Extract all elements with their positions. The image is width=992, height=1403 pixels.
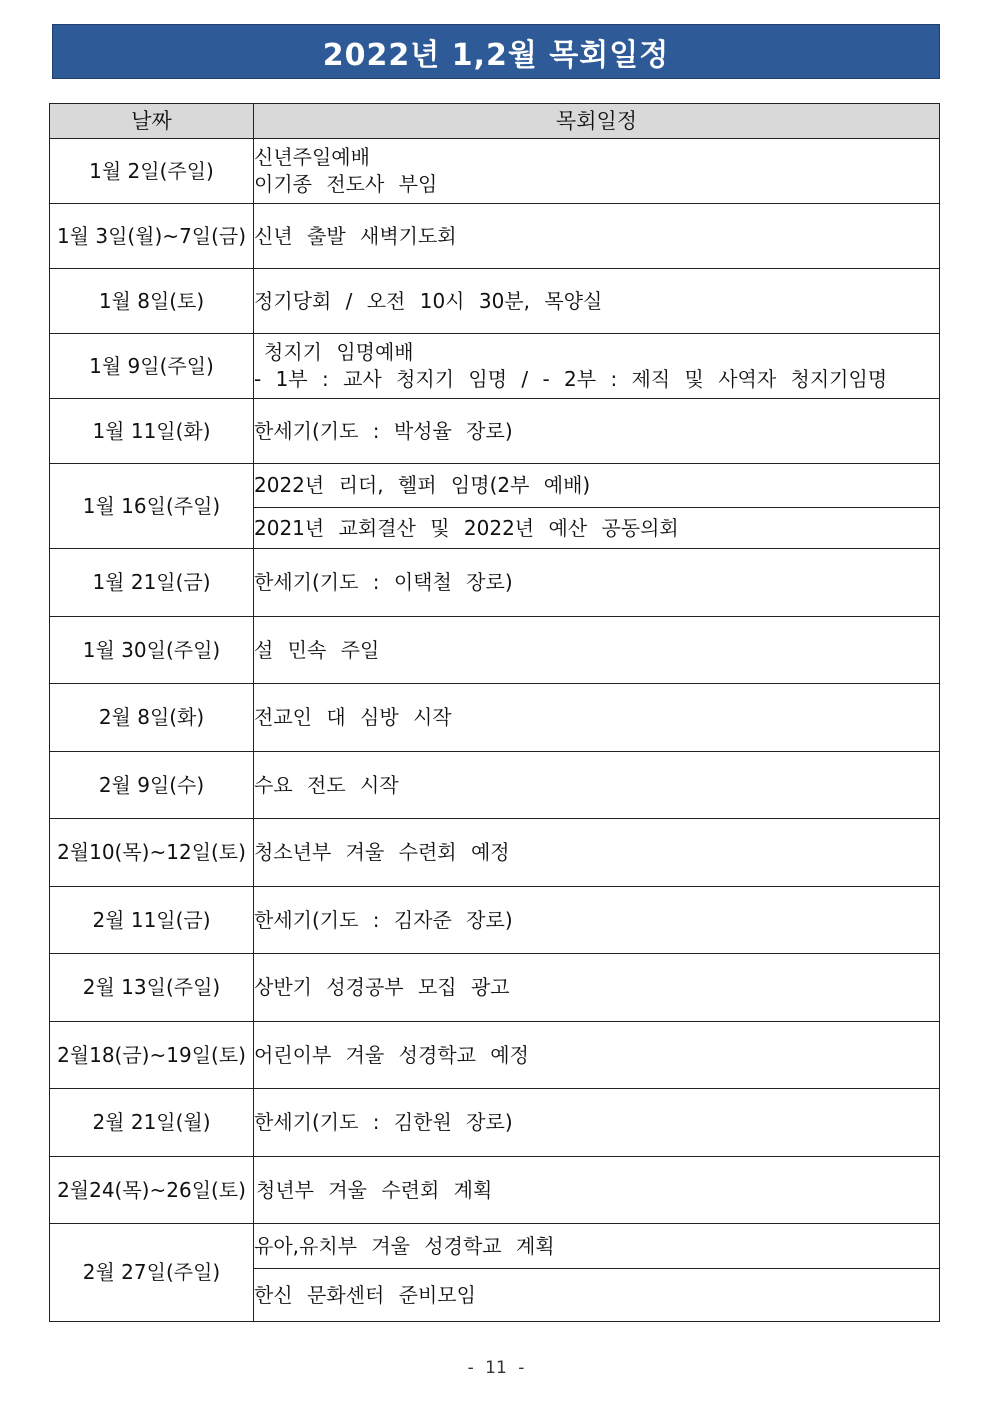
table-row — [50, 752, 940, 819]
event-cell — [254, 139, 940, 204]
date-cell: 1월 2일(주일) — [50, 139, 254, 204]
table-row — [50, 399, 940, 464]
date-cell: 2월 13일(주일) — [50, 954, 254, 1022]
table-row — [50, 334, 940, 399]
table-row — [50, 204, 940, 269]
table-row — [50, 819, 940, 887]
table-row — [50, 1224, 940, 1269]
date-cell: 1월 9일(주일) — [50, 334, 254, 399]
event-cell — [254, 334, 940, 399]
date-cell: 2월10(목)~12일(토) — [50, 819, 254, 887]
event-cell: 설 민속 주일 — [254, 617, 940, 684]
event-cell: 한세기(기도 : 김자준 장로) — [254, 887, 940, 954]
date-cell: 2월 27일(주일) — [50, 1224, 254, 1322]
event-cell: 신년 출발 새벽기도회 — [254, 204, 940, 269]
header-schedule: 목회일정 — [254, 104, 940, 139]
event-text: 이기종 전도사 부임 — [254, 172, 438, 196]
table-row — [50, 139, 940, 204]
event-cell: 어린이부 겨울 성경학교 예정 — [254, 1022, 940, 1089]
event-text: 신년주일예배 — [254, 145, 370, 169]
event-cell: 한세기(기도 : 이택철 장로) — [254, 549, 940, 617]
event-cell: 한세기(기도 : 김한원 장로) — [254, 1089, 940, 1157]
event-cell: 한신 문화센터 준비모임 — [254, 1269, 940, 1322]
event-text: - 1부 : 교사 청지기 임명 / - 2부 : 제직 및 사역자 청지기임명 — [254, 367, 888, 391]
date-cell: 1월 30일(주일) — [50, 617, 254, 684]
date-cell: 2월 8일(화) — [50, 684, 254, 752]
table-header-row — [50, 104, 940, 139]
event-cell: 청년부 겨울 수련회 계획 — [254, 1157, 940, 1224]
date-cell: 1월 8일(토) — [50, 269, 254, 334]
page-title: 2022년 1,2월 목회일정 — [322, 37, 670, 73]
table-row — [50, 1089, 940, 1157]
event-cell: 수요 전도 시작 — [254, 752, 940, 819]
page-number: - 11 - — [467, 1358, 525, 1378]
table-row — [50, 549, 940, 617]
event-text: 청지기 임명예배 — [264, 340, 414, 364]
date-cell: 1월 3일(월)~7일(금) — [50, 204, 254, 269]
date-cell: 2월24(목)~26일(토) — [50, 1157, 254, 1224]
table-row — [50, 684, 940, 752]
date-cell: 2월 21일(월) — [50, 1089, 254, 1157]
event-cell: 한세기(기도 : 박성율 장로) — [254, 399, 940, 464]
date-cell: 1월 16일(주일) — [50, 464, 254, 549]
date-cell: 2월 9일(수) — [50, 752, 254, 819]
table-row — [50, 617, 940, 684]
header-date: 날짜 — [50, 104, 254, 139]
title-bar — [52, 24, 940, 79]
table-row — [50, 269, 940, 334]
event-cell: 유아,유치부 겨울 성경학교 계획 — [254, 1224, 940, 1269]
date-cell: 1월 11일(화) — [50, 399, 254, 464]
event-cell: 정기당회 / 오전 10시 30분, 목양실 — [254, 269, 940, 334]
table-row — [50, 954, 940, 1022]
table-row — [50, 1022, 940, 1089]
table-row — [50, 1157, 940, 1224]
event-cell: 2021년 교회결산 및 2022년 예산 공동의회 — [254, 508, 940, 549]
event-cell: 2022년 리더, 헬퍼 임명(2부 예배) — [254, 464, 940, 508]
date-cell: 1월 21일(금) — [50, 549, 254, 617]
date-cell: 2월18(금)~19일(토) — [50, 1022, 254, 1089]
table-row — [50, 887, 940, 954]
table-row — [50, 464, 940, 508]
schedule-table — [49, 103, 940, 1322]
date-cell: 2월 11일(금) — [50, 887, 254, 954]
event-cell: 전교인 대 심방 시작 — [254, 684, 940, 752]
event-cell: 상반기 성경공부 모집 광고 — [254, 954, 940, 1022]
event-cell: 청소년부 겨울 수련회 예정 — [254, 819, 940, 887]
